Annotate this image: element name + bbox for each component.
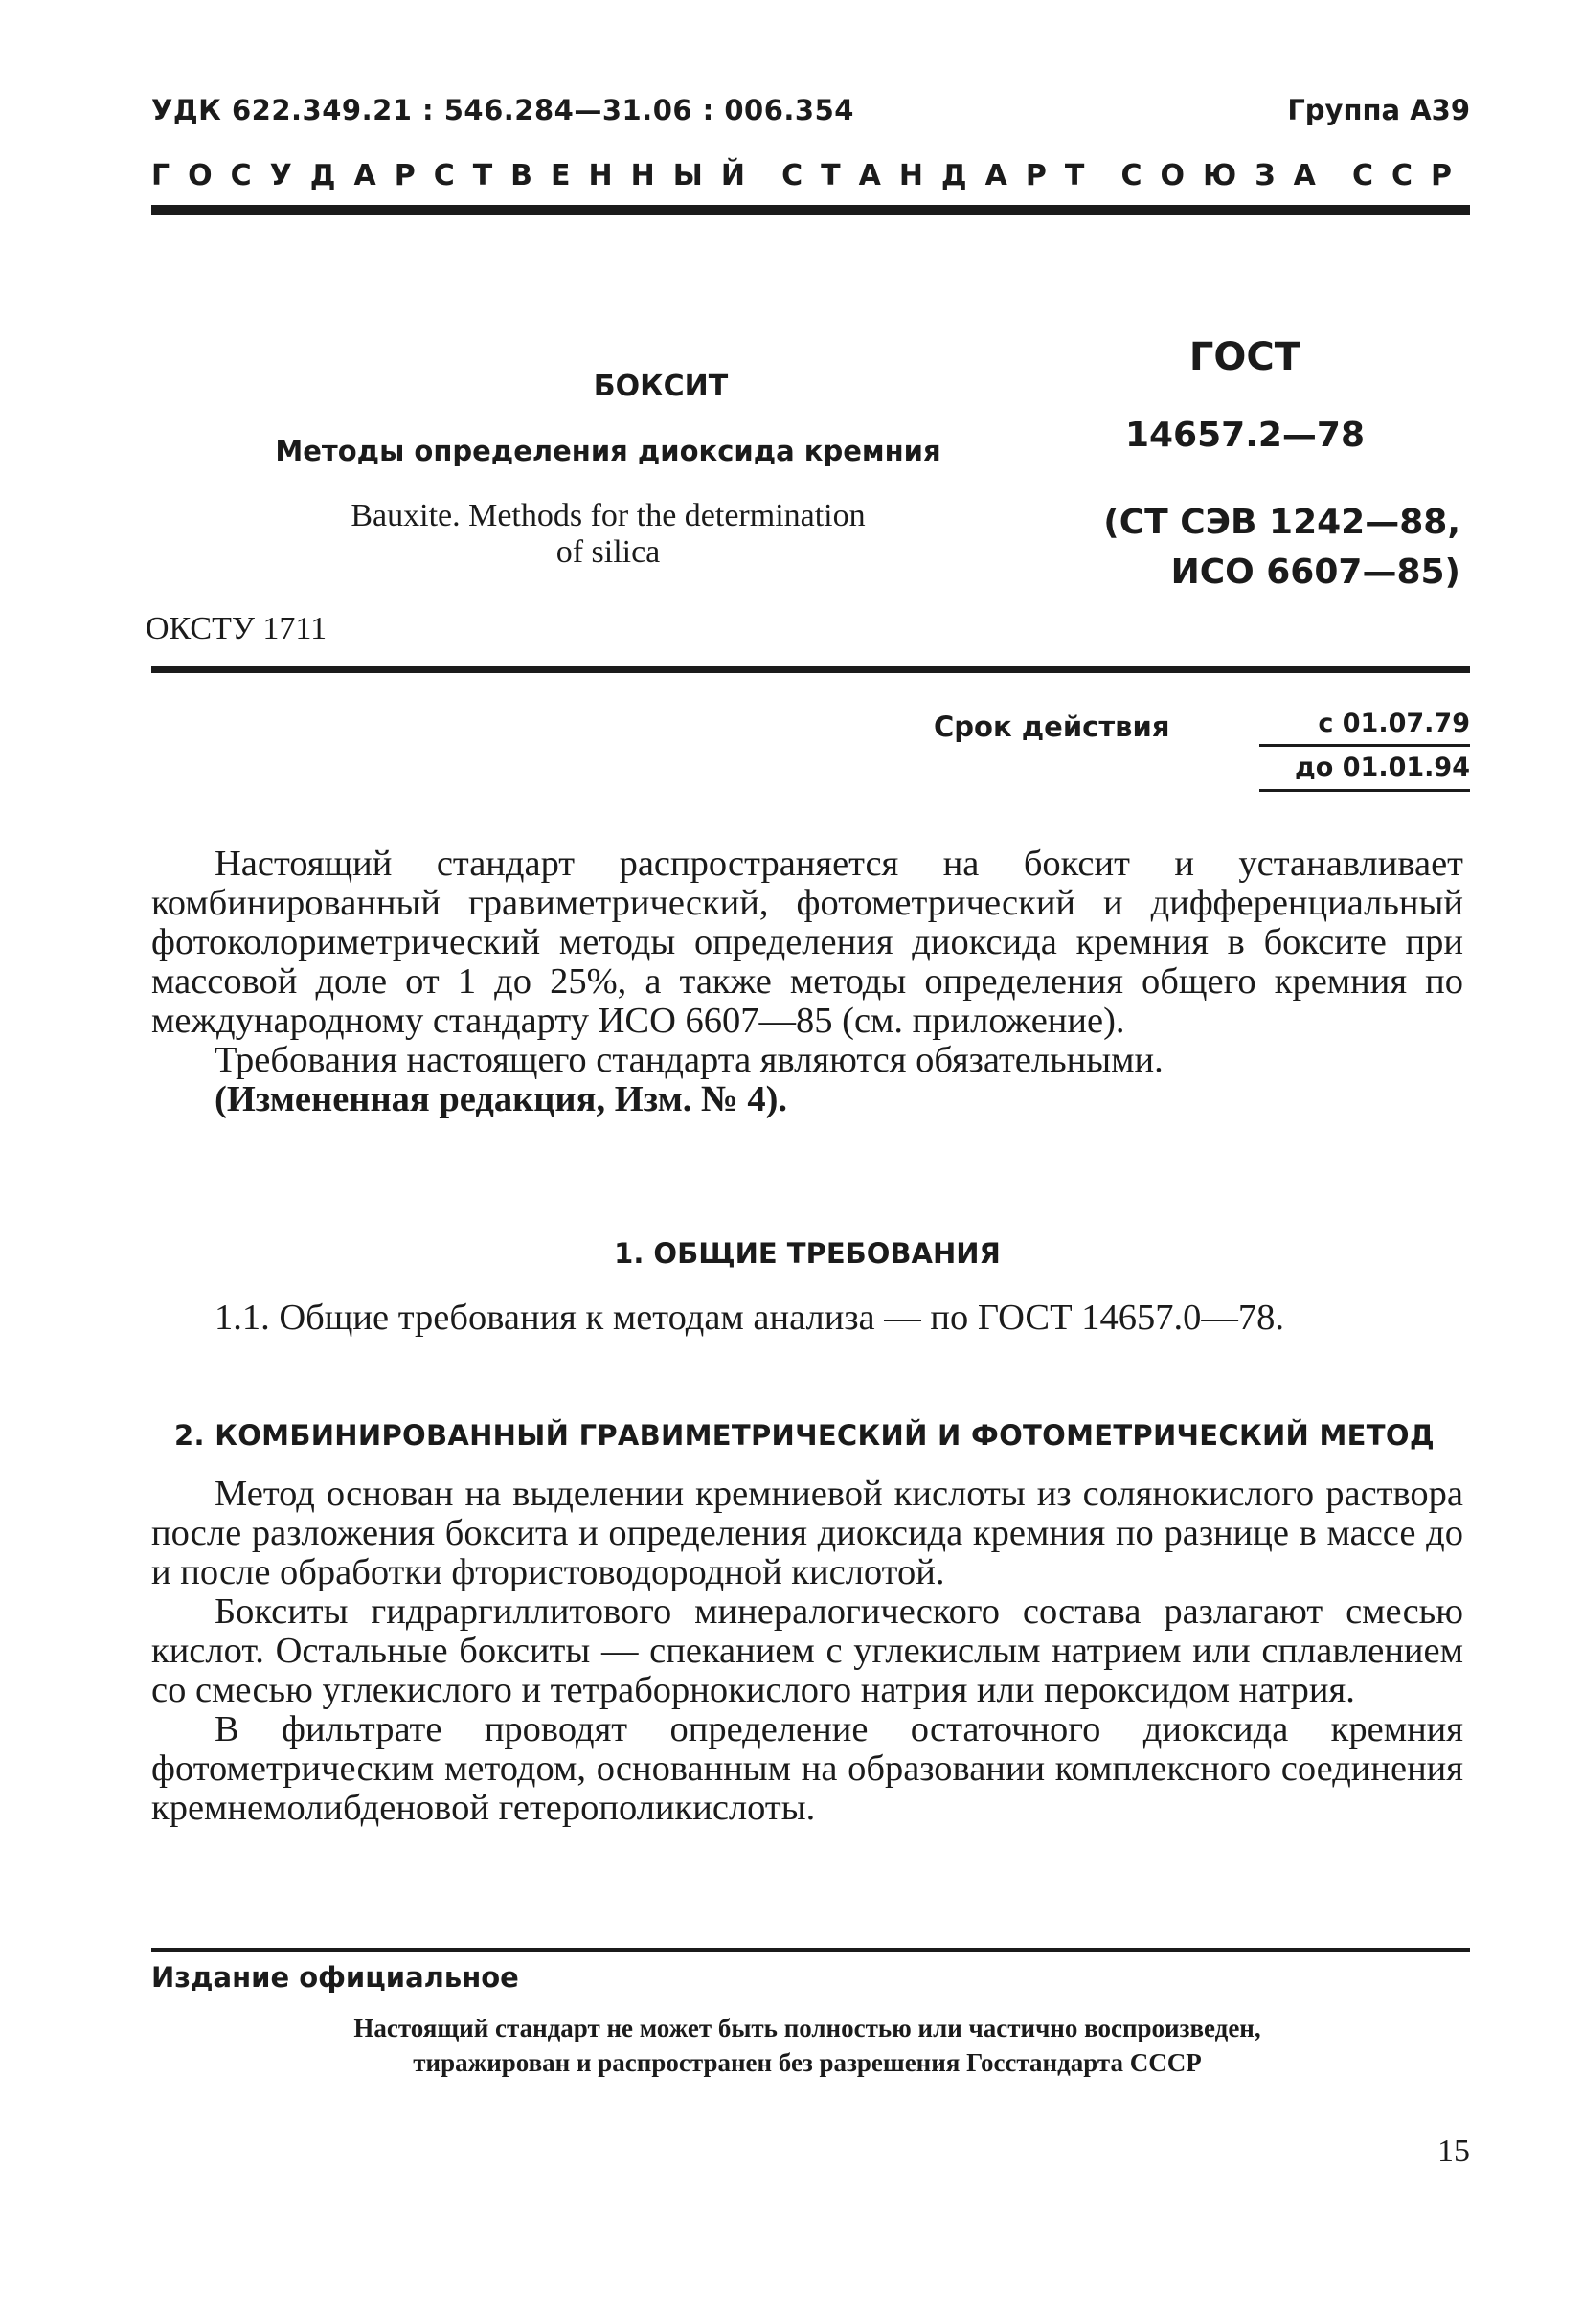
section-1-heading: 1. ОБЩИЕ ТРЕБОВАНИЯ (614, 1237, 1001, 1270)
amendment-note: (Измененная редакция, Изм. № 4). (215, 1079, 788, 1119)
section-1-body (151, 1298, 1463, 1338)
section-2-heading: 2. КОМБИНИРОВАННЫЙ ГРАВИМЕТРИЧЕСКИЙ И ФОТОМЕТРИЧЕСКИЙ МЕТОД (174, 1419, 1435, 1452)
intro-paragraph-scope: Настоящий стандарт распространяется на боксит и устанавливает комбинированный гравиметрический, фотометрический и дифференциальный фотоколориметрический методы определения диоксида кремния в боксите при массовой доле от 1 до 25%, а также методы определения общего кремния по международному стандарту ИСО 6607—85 (см. приложение). (151, 844, 1463, 1041)
cmea-iso-references (1039, 498, 1460, 598)
validity-label: Срок действия (934, 711, 1170, 743)
header-rule (151, 205, 1470, 215)
state-title-word-2: СТАНДАРТ (781, 159, 1103, 192)
copyright-notice-line-1: Настоящий стандарт не может быть полностью или частично воспроизведен, (353, 2014, 1261, 2042)
validity-divider (1259, 744, 1470, 747)
gost-number: 14657.2—78 (1124, 416, 1366, 455)
section-2-paragraph-2: Бокситы гидраргиллитового минералогического состава разлагают смесью кислот. Остальные бокситы — спеканием с углекислым натрием или сплавлением со смесью углекислого и тетраборнокислого натрия или пероксидом натрия. (151, 1591, 1463, 1710)
state-standard-title (151, 159, 1470, 192)
product-title: БОКСИТ (593, 370, 729, 403)
copyright-notice-line-2: тиражирован и распространен без разрешения Госстандарта СССР (413, 2048, 1202, 2077)
okstu-code: ОКСТУ 1711 (146, 611, 328, 646)
page-number: 15 (1437, 2133, 1470, 2169)
intro-text (151, 845, 1463, 1119)
footer-rule (151, 1948, 1470, 1952)
methods-title-en (273, 498, 943, 571)
valid-to-date: до 01.01.94 (1295, 753, 1470, 782)
official-edition-label: Издание официальное (151, 1961, 519, 1994)
udk-code: УДК 622.349.21 : 546.284—31.06 : 006.354 (151, 94, 854, 126)
section-2-paragraph-1: Метод основан на выделении кремниевой кислоты из солянокислого раствора после разложения боксита и определения диоксида кремния по разнице в массе до и после обработки фтористоводородной кислотой. (151, 1474, 1463, 1592)
intro-paragraph-mandatory: Требования настоящего стандарта являются обязательными. (215, 1040, 1164, 1080)
validity-bottom-rule (1259, 789, 1470, 792)
methods-title-en-line-1: Bauxite. Methods for the determination (351, 498, 866, 533)
state-title-word-1: ГОСУДАРСТВЕННЫЙ (151, 159, 763, 192)
section-2-body (151, 1475, 1463, 1828)
state-title-word-4: ССР (1351, 159, 1470, 192)
iso-reference: ИСО 6607—85) (1170, 553, 1460, 592)
valid-from-date: с 01.07.79 (1318, 709, 1470, 738)
clause-1-1: 1.1. Общие требования к методам анализа — по ГОСТ 14657.0—78. (215, 1297, 1285, 1338)
gost-label: ГОСТ (1188, 335, 1301, 379)
state-title-word-3: СОЮЗА (1120, 159, 1334, 192)
cmea-reference: (СТ СЭВ 1242—88, (1103, 503, 1460, 542)
section-2-paragraph-3: В фильтрате проводят определение остаточного диоксида кремния фотометрическим методом, основанным на образовании комплексного соединения кремнемолибденовой гетерополикислоты. (151, 1709, 1463, 1828)
copyright-notice (151, 2011, 1463, 2080)
group-code: Группа А39 (1287, 94, 1470, 126)
title-block-rule (151, 666, 1470, 673)
methods-title-ru: Методы определения диоксида кремния (275, 435, 941, 467)
methods-title-en-line-2: of silica (555, 534, 661, 570)
